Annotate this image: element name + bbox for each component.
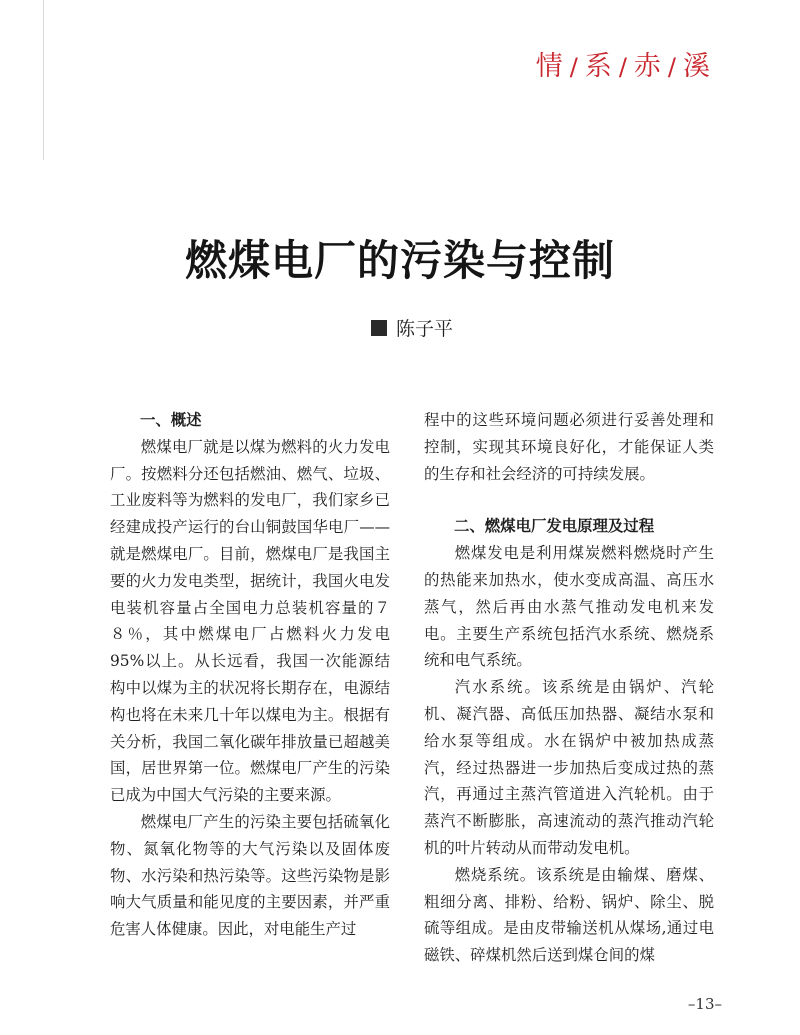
section-tag <box>536 44 712 83</box>
author-name: 陈子平 <box>396 318 454 340</box>
paragraph: 燃煤发电是利用煤炭燃料燃烧时产生的热能来加热水，使水变成高温、高压水蒸气，然后再由水蒸气推动发电机来发电。主要生产系统包括汽水系统、燃烧系统和电气系统。 <box>424 544 714 670</box>
section-tag-char: 赤 <box>633 51 663 82</box>
section-tag-char: 溪 <box>683 51 712 82</box>
page-number: –13– <box>687 995 722 1013</box>
paragraph: 燃烧系统。该系统是由输煤、磨煤、粗细分离、排粉、给粉、锅炉、除尘、脱硫等组成。是由皮带输送机从煤场,通过电磁铁、碎煤机然后送到煤仓间的煤 <box>424 865 714 965</box>
paragraph: 燃煤电厂就是以煤为燃料的火力发电厂。按燃料分还包括燃油、燃气、垃圾、工业废料等为燃料的发电厂，我们家乡已经建成投产运行的台山铜鼓国华电厂——就是燃煤电厂。目前，燃煤电厂是我国主要的火力发电类型，据统计，我国火电发电装机容量占全国电力总装机容量的７８％，其中燃煤电厂占燃料火力发电95%以上。从长远看，我国一次能源结构中以煤为主的状况将长期存在，电源结构也将在未来几十年以煤电为主。根据有关分析，我国二氧化碳年排放量已超越美国，居世界第一位。燃煤电厂产生的污染已成为中国大气污染的主要来源。 <box>110 437 390 805</box>
section-tag-separator: / <box>618 53 629 81</box>
paragraph-continued: 程中的这些环境问题必须进行妥善处理和控制，实现其环境良好化，才能保证人类的生存和社会经济的可持续发展。 <box>424 411 714 483</box>
left-column <box>110 407 390 943</box>
section-tag-char: 系 <box>584 51 614 82</box>
article-title: 燃煤电厂的污染与控制 <box>184 236 615 285</box>
section-tag-separator: / <box>667 53 678 81</box>
square-bullet-icon <box>371 320 387 336</box>
section-heading-principle: 二、燃煤电厂发电原理及过程 <box>454 517 655 536</box>
author-line <box>371 314 453 341</box>
paragraph: 汽水系统。该系统是由锅炉、汽轮机、凝汽器、高低压加热器、凝结水泵和给水泵等组成。水在锅炉中被加热成蒸汽，经过热器进一步加热后变成过热的蒸汽，再通过主蒸汽管道进入汽轮机。由于蒸汽不断膨胀，高速流动的蒸汽推动汽轮机的叶片转动从而带动发电机。 <box>424 678 714 857</box>
right-column <box>424 407 714 969</box>
section-gap <box>424 487 714 513</box>
section-tag-char: 情 <box>535 51 565 82</box>
paragraph: 燃煤电厂产生的污染主要包括硫氧化物、氮氧化物等的大气污染以及固体废物、水污染和热污染等。这些污染物是影响大气质量和能见度的主要因素，并严重危害人体健康。因此，对电能生产过 <box>110 812 390 939</box>
section-heading-overview: 一、概述 <box>140 411 202 429</box>
gutter-line <box>43 0 44 160</box>
section-tag-separator: / <box>569 53 580 81</box>
